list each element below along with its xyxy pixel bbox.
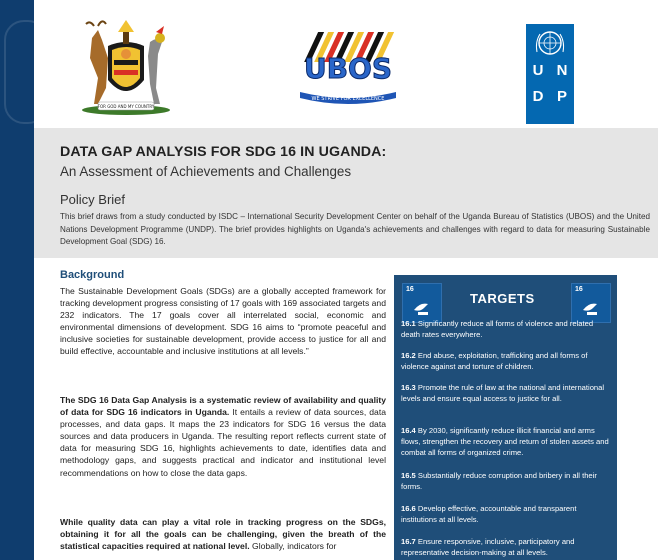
- paragraph-3-text: Globally, indicators for: [249, 541, 337, 552]
- dove-gavel-icon: [412, 298, 432, 318]
- targets-label: TARGETS: [470, 291, 535, 306]
- target-16-5: 16.5 Substantially reduce corruption and bribery in all their forms.: [401, 471, 597, 492]
- paragraph-2-bold: The SDG 16 Data Gap Analysis is a systematic review of availability and quality of data for SDG 16 indicators in Uganda.: [60, 395, 386, 418]
- targets-sidebar: [394, 275, 617, 560]
- coat-motto-text: FOR GOD AND MY COUNTRY: [97, 104, 155, 109]
- sdg16-icon-left: 16: [402, 283, 442, 323]
- target-16-2: 16.2 End abuse, exploitation, trafficking and all forms of violence against and torture of children.: [401, 351, 588, 372]
- uganda-coat-of-arms-logo: [78, 18, 174, 118]
- ubos-logo: [286, 28, 410, 108]
- target-16-3: 16.3 Promote the rule of law at the national and international levels and ensure equal access to justice for all.: [401, 383, 605, 404]
- undp-logo: [526, 24, 574, 124]
- ubos-logo-text: UBOS: [303, 52, 393, 85]
- undp-letter-p: P: [556, 88, 567, 105]
- paragraph-3-bold: While quality data can play a vital role in tracking progress on the SDGs, obtaining it for all the goals can be challenging, given the breath of the statistical capacities required at national level.: [60, 517, 386, 552]
- background-heading: Background: [60, 269, 125, 281]
- sdg16-icon-right: 16: [571, 283, 611, 323]
- target-16-1: 16.1 Significantly reduce all forms of violence and related death rates everywhere.: [401, 319, 594, 340]
- paragraph-2-text: It entails a review of data sources, data processes, and data gaps. It maps the 23 indicators for SDG 16 versus the data sources and data producers in Uganda. The resulting report reflects current state of data for measuring SDG 16, highlights achievements to date, identifies data and methodology gaps, and suggests practical and indicator and institutional level recommendations on how to close the data gaps.: [60, 407, 386, 478]
- intro-paragraph: This brief draws from a study conducted by ISDC – International Security Development Center on behalf of the Uganda Bureau of Statistics (UBOS) and the United Nations Development Programme (UNDP). The brief provides highlights on Uganda's achievements and challenges with regard to data for measuring Sustainable Development Goal (SDG) 16.: [60, 212, 650, 246]
- logo-header: [34, 0, 658, 128]
- dove-gavel-icon: [581, 298, 601, 318]
- document-subtitle: An Assessment of Achievements and Challenges: [60, 164, 352, 179]
- undp-letter-n: N: [556, 62, 568, 79]
- un-emblem-icon: [534, 28, 566, 58]
- policy-brief-label: Policy Brief: [60, 192, 126, 207]
- target-16-6: 16.6 Develop effective, accountable and transparent institutions at all levels.: [401, 504, 577, 525]
- background-paragraph-1: The Sustainable Development Goals (SDGs) are a globally accepted framework for tracking development progress consisting of 17 goals with 169 associated targets and 232 indicators. The 17 goals cover all interrelated social, economic and environmental dimensions of development. SDG 16 aims to “promote peaceful and inclusive societies for sustainable development, provide access to justice for all and build effective, accountable and inclusive institutions at all levels.”: [60, 286, 386, 357]
- target-16-7: 16.7 Ensure responsive, inclusive, participatory and representative decision-making at all levels.: [401, 537, 575, 558]
- left-decorative-band: [0, 0, 34, 560]
- background-paragraph-2: [60, 394, 386, 479]
- target-16-4: 16.4 By 2030, significantly reduce illicit financial and arms flows, strengthen the recovery and return of stolen assets and combat all forms of organized crime.: [401, 426, 609, 458]
- document-title: DATA GAP ANALYSIS FOR SDG 16 IN UGANDA:: [60, 144, 387, 160]
- undp-letter-u: U: [532, 62, 544, 79]
- undp-letter-d: D: [532, 88, 544, 105]
- background-paragraph-3: [60, 516, 386, 552]
- ubos-motto-text: WE STRIVE FOR EXCELLENCE: [311, 96, 385, 102]
